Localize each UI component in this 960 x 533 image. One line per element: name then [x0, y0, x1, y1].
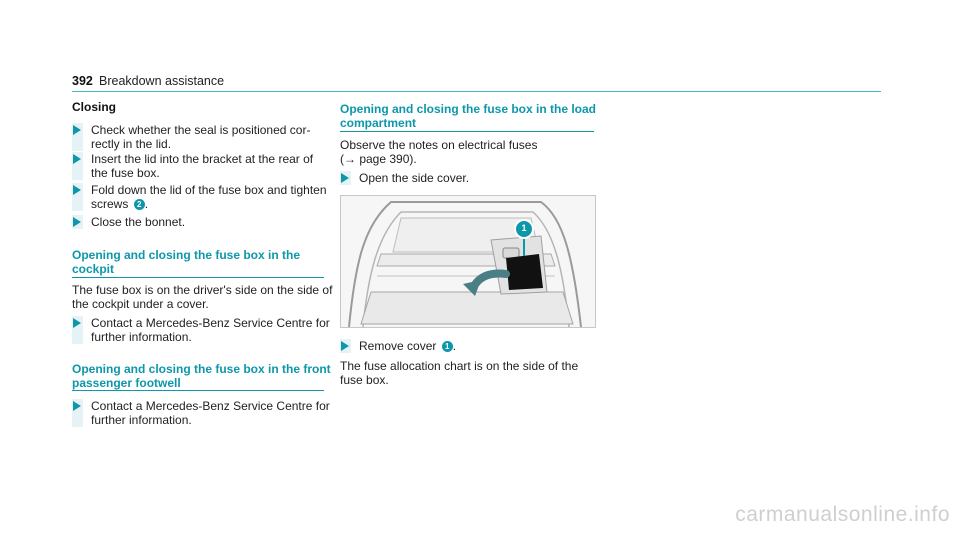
step-text: Open the side cover. — [359, 171, 470, 185]
cockpit-paragraph: The fuse box is on the driver's side on the side of the cockpit under a cover. — [72, 283, 333, 311]
load-compartment-illustration — [340, 195, 596, 328]
step-arrow-icon — [341, 341, 349, 351]
heading-rule — [72, 390, 324, 391]
step-text: further information. — [91, 330, 192, 344]
step-arrow-icon — [73, 401, 81, 411]
step-arrow-icon — [73, 154, 81, 164]
step-arrow-icon — [73, 185, 81, 195]
step-text: screws — [91, 197, 129, 211]
step-text: Close the bonnet. — [91, 215, 186, 229]
closing-heading: Closing — [72, 100, 116, 114]
step-text: Insert the lid into the bracket at the rear of — [91, 152, 314, 166]
watermark: carmanualsonline.info — [735, 503, 950, 526]
footwell-heading: Opening and closing the fuse box in the front passenger footwell — [72, 362, 331, 390]
step-text: rectly in the lid. — [91, 137, 172, 151]
step-text: Contact a Mercedes-Benz Service Centre for — [91, 399, 330, 413]
step-arrow-icon — [73, 318, 81, 328]
result-paragraph: The fuse allocation chart is on the side of the fuse box. — [340, 359, 579, 387]
step-arrow-icon — [73, 217, 81, 227]
step-arrow-icon — [73, 125, 81, 135]
cockpit-heading: Opening and closing the fuse box in the cockpit — [72, 248, 301, 276]
step-text: the fuse box. — [91, 166, 160, 180]
step-text: Fold down the lid of the fuse box and tighten — [91, 183, 327, 197]
step-text: Contact a Mercedes-Benz Service Centre for — [91, 316, 330, 330]
header-rule — [72, 91, 881, 92]
section-title: Breakdown assistance — [99, 74, 225, 88]
step-text: Check whether the seal is positioned cor- — [91, 123, 311, 137]
load-compartment-heading: Opening and closing the fuse box in the load compartment — [340, 102, 597, 130]
trunk-drawing — [341, 196, 595, 327]
heading-rule — [72, 277, 324, 278]
callout-badge: 1 — [442, 341, 453, 352]
heading-rule — [340, 131, 594, 132]
callout-badge: 2 — [134, 199, 145, 210]
page-number: 392 — [72, 74, 93, 88]
image-callout-number: 1 — [521, 223, 527, 233]
step-text: further information. — [91, 413, 192, 427]
step-text: Remove cover — [359, 339, 437, 353]
step-text: . — [452, 339, 457, 353]
step-arrow-icon — [341, 173, 349, 183]
step-text: . — [144, 197, 149, 211]
observe-paragraph: Observe the notes on electrical fuses (→ page 390). — [340, 138, 538, 166]
